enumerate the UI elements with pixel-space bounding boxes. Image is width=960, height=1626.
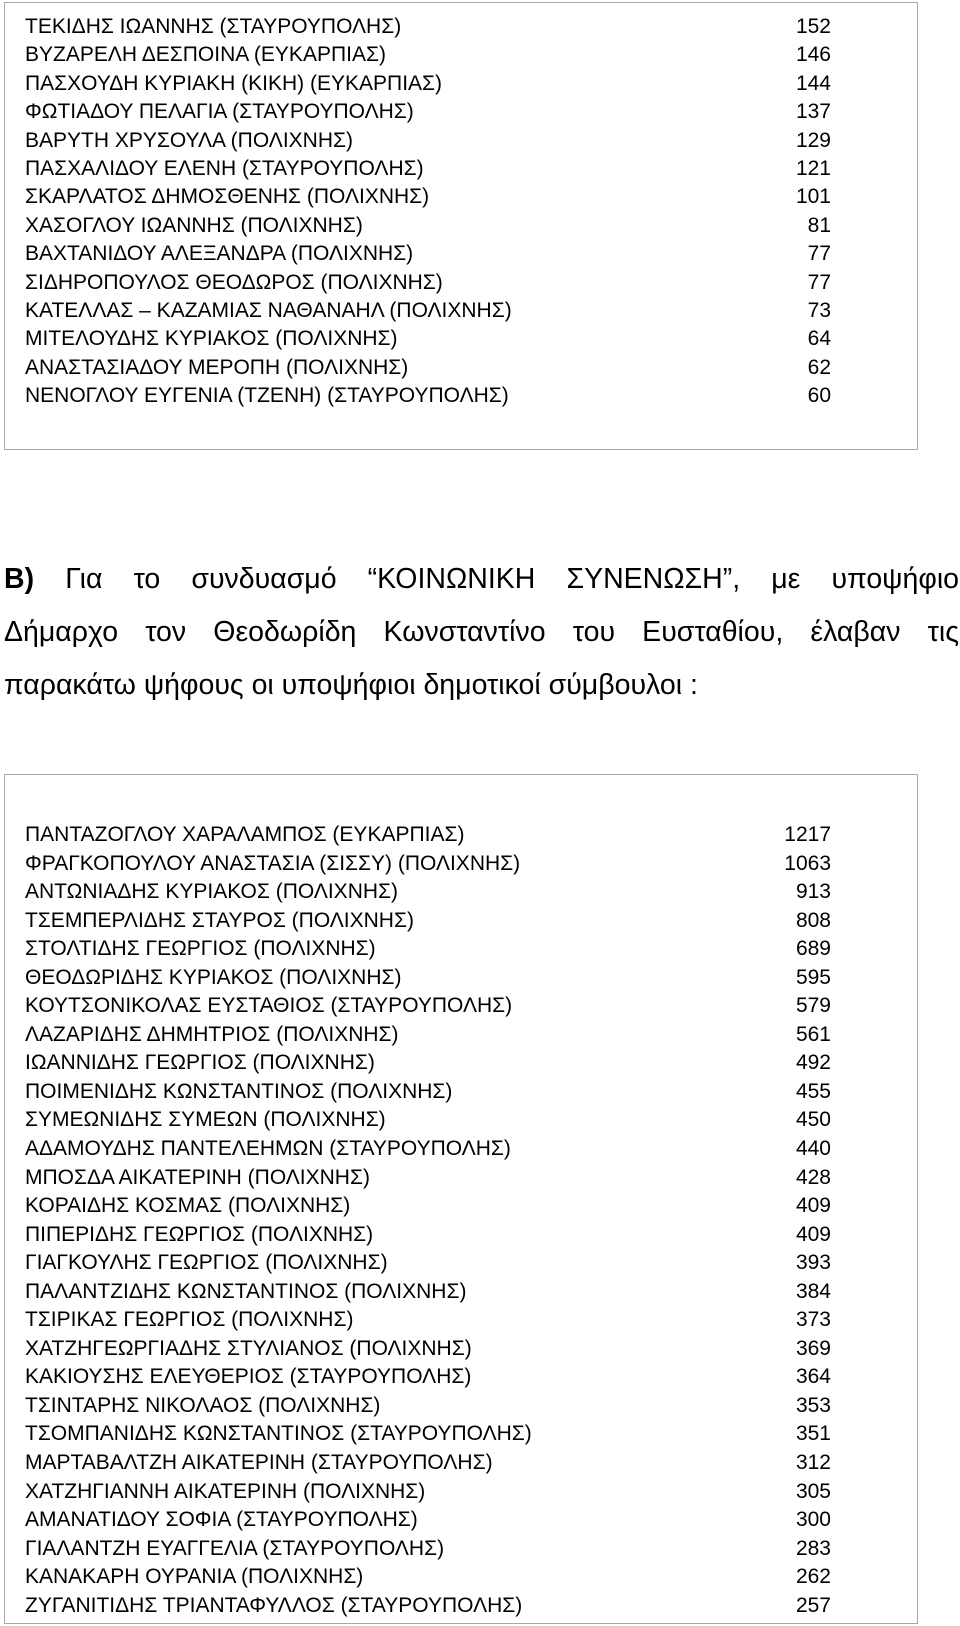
candidate-name: ΧΑΤΖΗΓΕΩΡΓΙΑΔΗΣ ΣΤΥΛΙΑΝΟΣ (ΠΟΛΙΧΝΗΣ): [25, 1336, 472, 1360]
candidate-row: [25, 1306, 831, 1335]
candidate-name: ΚΑΚΙΟΥΣΗΣ ΕΛΕΥΘΕΡΙΟΣ (ΣΤΑΥΡΟΥΠΟΛΗΣ): [25, 1365, 472, 1389]
candidate-row: [25, 907, 831, 936]
candidate-row: [25, 1135, 831, 1164]
candidate-votes: 257: [795, 1593, 831, 1617]
candidate-name: ΣΚΑΡΛΑΤΟΣ ΔΗΜΟΣΘΕΝΗΣ (ΠΟΛΙΧΝΗΣ): [25, 185, 430, 209]
candidate-name: ΧΑΤΖΗΓΙΑΝΝΗ ΑΙΚΑΤΕΡΙΝΗ (ΠΟΛΙΧΝΗΣ): [25, 1479, 426, 1503]
candidate-row: [25, 1563, 831, 1592]
candidate-votes: 62: [807, 355, 831, 379]
candidate-name: ΤΣΕΜΠΕΡΛΙΔΗΣ ΣΤΑΥΡΟΣ (ΠΟΛΙΧΝΗΣ): [25, 908, 414, 932]
candidate-name: ΚΟΥΤΣΟΝΙΚΟΛΑΣ ΕΥΣΤΑΘΙΟΣ (ΣΤΑΥΡΟΥΠΟΛΗΣ): [25, 994, 513, 1018]
candidate-row: [25, 41, 831, 69]
candidate-votes: 492: [795, 1051, 831, 1075]
candidate-votes: 364: [795, 1365, 831, 1389]
candidate-name: ΦΡΑΓΚΟΠΟΥΛΟΥ ΑΝΑΣΤΑΣΙΑ (ΣΙΣΣΥ) (ΠΟΛΙΧΝΗΣ): [25, 851, 521, 875]
candidate-row: [25, 1249, 831, 1278]
candidate-row: [25, 183, 831, 211]
candidate-name: ΒΑΡΥΤΗ ΧΡΥΣΟΥΛΑ (ΠΟΛΙΧΝΗΣ): [25, 128, 353, 152]
candidate-votes: 129: [795, 128, 831, 152]
candidate-votes: 353: [795, 1393, 831, 1417]
candidate-name: ΣΥΜΕΩΝΙΔΗΣ ΣΥΜΕΩΝ (ΠΟΛΙΧΝΗΣ): [25, 1108, 386, 1132]
candidate-name: ΤΣΙΡΙΚΑΣ ΓΕΩΡΓΙΟΣ (ΠΟΛΙΧΝΗΣ): [25, 1308, 354, 1332]
candidate-name: ΠΑΣΧΟΥΔΗ ΚΥΡΙΑΚΗ (ΚΙΚΗ) (ΕΥΚΑΡΠΙΑΣ): [25, 71, 443, 95]
paragraph-line-1: [4, 553, 959, 606]
candidate-name: ΘΕΟΔΩΡΙΔΗΣ ΚΥΡΙΑΚΟΣ (ΠΟΛΙΧΝΗΣ): [25, 965, 402, 989]
candidate-name: ΙΩΑΝΝΙΔΗΣ ΓΕΩΡΓΙΟΣ (ΠΟΛΙΧΝΗΣ): [25, 1051, 375, 1075]
candidate-votes: 409: [795, 1194, 831, 1218]
candidate-votes: 561: [795, 1022, 831, 1046]
paragraph-line-3: παρακάτω ψήφους οι υποψήφιοι δημοτικοί σύμβουλοι :: [4, 669, 698, 701]
candidate-votes: 312: [795, 1451, 831, 1475]
candidate-name: ΠΑΝΤΑΖΟΓΛΟΥ ΧΑΡΑΛΑΜΠΟΣ (ΕΥΚΑΡΠΙΑΣ): [25, 823, 465, 846]
candidate-row: [25, 1278, 831, 1307]
candidate-votes: 369: [795, 1336, 831, 1360]
candidate-row: [25, 1049, 831, 1078]
candidate-votes: 121: [795, 156, 831, 180]
candidate-name: ΠΑΛΑΝΤΖΙΔΗΣ ΚΩΝΣΤΑΝΤΙΝΟΣ (ΠΟΛΙΧΝΗΣ): [25, 1279, 467, 1303]
candidate-votes: 384: [795, 1279, 831, 1303]
candidate-name: ΒΥΖΑΡΕΛΗ ΔΕΣΠΟΙΝΑ (ΕΥΚΑΡΠΙΑΣ): [25, 43, 386, 67]
candidates-list-2: [25, 821, 831, 1620]
candidate-row: [25, 1535, 831, 1564]
candidate-name: ΓΙΑΓΚΟΥΛΗΣ ΓΕΩΡΓΙΟΣ (ΠΟΛΙΧΝΗΣ): [25, 1251, 388, 1275]
candidate-votes: 689: [795, 937, 831, 961]
candidate-votes: 77: [807, 270, 831, 294]
candidate-votes: 351: [795, 1422, 831, 1446]
section-lead: Β): [4, 563, 35, 595]
candidate-name: ΑΔΑΜΟΥΔΗΣ ΠΑΝΤΕΛΕΗΜΩΝ (ΣΤΑΥΡΟΥΠΟΛΗΣ): [25, 1137, 511, 1161]
candidate-votes: 101: [795, 185, 831, 209]
candidate-votes: 393: [795, 1251, 831, 1275]
candidate-row: [25, 382, 831, 410]
candidate-votes: 152: [795, 15, 831, 38]
candidate-votes: 300: [795, 1508, 831, 1532]
candidate-votes: 77: [807, 242, 831, 266]
candidate-votes: 60: [807, 384, 831, 408]
candidate-row: [25, 1021, 831, 1050]
candidate-votes: 262: [795, 1565, 831, 1589]
candidate-row: [25, 1592, 831, 1621]
candidate-votes: 144: [795, 71, 831, 95]
candidate-row: [25, 1106, 831, 1135]
candidate-row: [25, 269, 831, 297]
candidate-votes: 1063: [784, 851, 831, 875]
candidate-votes: 64: [807, 327, 831, 351]
candidate-name: ΦΩΤΙΑΔΟΥ ΠΕΛΑΓΙΑ (ΣΤΑΥΡΟΥΠΟΛΗΣ): [25, 100, 414, 124]
candidate-votes: 428: [795, 1165, 831, 1189]
candidate-row: [25, 878, 831, 907]
candidate-name: ΣΙΔΗΡΟΠΟΥΛΟΣ ΘΕΟΔΩΡΟΣ (ΠΟΛΙΧΝΗΣ): [25, 270, 443, 294]
section-b-paragraph: [4, 553, 959, 712]
candidate-row: [25, 850, 831, 879]
candidate-name: ΜΙΤΕΛΟΥΔΗΣ ΚΥΡΙΑΚΟΣ (ΠΟΛΙΧΝΗΣ): [25, 327, 398, 351]
candidate-row: [25, 821, 831, 850]
candidate-row: [25, 1335, 831, 1364]
candidate-votes: 579: [795, 994, 831, 1018]
candidate-name: ΛΑΖΑΡΙΔΗΣ ΔΗΜΗΤΡΙΟΣ (ΠΟΛΙΧΝΗΣ): [25, 1022, 399, 1046]
candidate-name: ΓΙΑΛΑΝΤΖΗ ΕΥΑΓΓΕΛΙΑ (ΣΤΑΥΡΟΥΠΟΛΗΣ): [25, 1536, 445, 1560]
candidate-name: ΑΝΑΣΤΑΣΙΑΔΟΥ ΜΕΡΟΠΗ (ΠΟΛΙΧΝΗΣ): [25, 355, 409, 379]
candidate-row: [25, 212, 831, 240]
candidate-name: ΚΑΝΑΚΑΡΗ ΟΥΡΑΝΙΑ (ΠΟΛΙΧΝΗΣ): [25, 1565, 364, 1589]
candidate-row: [25, 1363, 831, 1392]
paragraph-line-2: Δήμαρχο τον Θεοδωρίδη Κωνσταντίνο του Ευσταθίου, έλαβαν τις: [4, 616, 959, 648]
candidate-name: ΧΑΣΟΓΛΟΥ ΙΩΑΝΝΗΣ (ΠΟΛΙΧΝΗΣ): [25, 213, 363, 237]
candidate-name: ΠΟΙΜΕΝΙΔΗΣ ΚΩΝΣΤΑΝΤΙΝΟΣ (ΠΟΛΙΧΝΗΣ): [25, 1079, 453, 1103]
candidate-votes: 305: [795, 1479, 831, 1503]
candidate-votes: 146: [795, 43, 831, 67]
candidate-votes: 373: [795, 1308, 831, 1332]
candidate-row: [25, 240, 831, 268]
candidate-row: [25, 127, 831, 155]
paragraph-line-1-text: Για το συνδυασμό “ΚΟΙΝΩΝΙΚΗ ΣΥΝΕΝΩΣΗ”, με υποψήφιο: [65, 563, 960, 595]
candidate-row: [25, 935, 831, 964]
candidate-row: [25, 1192, 831, 1221]
candidate-name: ΠΙΠΕΡΙΔΗΣ ΓΕΩΡΓΙΟΣ (ΠΟΛΙΧΝΗΣ): [25, 1222, 374, 1246]
candidate-name: ΣΤΟΛΤΙΔΗΣ ΓΕΩΡΓΙΟΣ (ΠΟΛΙΧΝΗΣ): [25, 937, 376, 961]
candidates-box-1: [4, 2, 918, 450]
candidate-row: [25, 155, 831, 183]
candidate-name: ΑΝΤΩΝΙΑΔΗΣ ΚΥΡΙΑΚΟΣ (ΠΟΛΙΧΝΗΣ): [25, 880, 398, 904]
candidate-votes: 409: [795, 1222, 831, 1246]
candidates-box-2: [4, 774, 918, 1624]
candidate-name: ΝΕΝΟΓΛΟΥ ΕΥΓΕΝΙΑ (ΤΖΕΝΗ) (ΣΤΑΥΡΟΥΠΟΛΗΣ): [25, 384, 509, 408]
candidate-row: [25, 98, 831, 126]
candidate-name: ΤΣΟΜΠΑΝΙΔΗΣ ΚΩΝΣΤΑΝΤΙΝΟΣ (ΣΤΑΥΡΟΥΠΟΛΗΣ): [25, 1422, 532, 1446]
candidate-votes: 1217: [784, 823, 831, 846]
candidate-name: ΚΟΡΑΙΔΗΣ ΚΟΣΜΑΣ (ΠΟΛΙΧΝΗΣ): [25, 1194, 351, 1218]
candidate-row: [25, 1420, 831, 1449]
candidate-name: ΜΑΡΤΑΒΑΛΤΖΗ ΑΙΚΑΤΕΡΙΝΗ (ΣΤΑΥΡΟΥΠΟΛΗΣ): [25, 1451, 493, 1475]
candidates-list-1: [25, 13, 831, 410]
candidate-name: ΠΑΣΧΑΛΙΔΟΥ ΕΛΕΝΗ (ΣΤΑΥΡΟΥΠΟΛΗΣ): [25, 156, 424, 180]
candidate-votes: 808: [795, 908, 831, 932]
candidate-votes: 283: [795, 1536, 831, 1560]
candidate-row: [25, 1078, 831, 1107]
candidate-name: ΒΑΧΤΑΝΙΔΟΥ ΑΛΕΞΑΝΔΡΑ (ΠΟΛΙΧΝΗΣ): [25, 242, 414, 266]
candidate-row: [25, 297, 831, 325]
candidate-votes: 913: [795, 880, 831, 904]
candidate-row: [25, 1221, 831, 1250]
candidate-name: ΜΠΟΣΔΑ ΑΙΚΑΤΕΡΙΝΗ (ΠΟΛΙΧΝΗΣ): [25, 1165, 370, 1189]
candidate-row: [25, 992, 831, 1021]
candidate-row: [25, 1449, 831, 1478]
candidate-votes: 595: [795, 965, 831, 989]
candidate-votes: 440: [795, 1137, 831, 1161]
candidate-name: ΤΕΚΙΔΗΣ ΙΩΑΝΝΗΣ (ΣΤΑΥΡΟΥΠΟΛΗΣ): [25, 15, 402, 38]
candidate-name: ΚΑΤΕΛΛΑΣ – ΚΑΖΑΜΙΑΣ ΝΑΘΑΝΑΗΛ (ΠΟΛΙΧΝΗΣ): [25, 298, 512, 322]
candidate-votes: 137: [795, 100, 831, 124]
candidate-row: [25, 1392, 831, 1421]
candidate-row: [25, 325, 831, 353]
candidate-row: [25, 964, 831, 993]
candidate-votes: 455: [795, 1079, 831, 1103]
candidate-name: ΖΥΓΑΝΙΤΙΔΗΣ ΤΡΙΑΝΤΑΦΥΛΛΟΣ (ΣΤΑΥΡΟΥΠΟΛΗΣ): [25, 1593, 523, 1617]
candidate-votes: 81: [807, 213, 831, 237]
candidate-row: [25, 354, 831, 382]
candidate-row: [25, 13, 831, 41]
candidate-votes: 73: [807, 298, 831, 322]
candidate-row: [25, 70, 831, 98]
candidate-votes: 450: [795, 1108, 831, 1132]
candidate-name: ΤΣΙΝΤΑΡΗΣ ΝΙΚΟΛΑΟΣ (ΠΟΛΙΧΝΗΣ): [25, 1393, 381, 1417]
candidate-row: [25, 1164, 831, 1193]
candidate-name: ΑΜΑΝΑΤΙΔΟΥ ΣΟΦΙΑ (ΣΤΑΥΡΟΥΠΟΛΗΣ): [25, 1508, 418, 1532]
candidate-row: [25, 1506, 831, 1535]
candidate-row: [25, 1478, 831, 1507]
